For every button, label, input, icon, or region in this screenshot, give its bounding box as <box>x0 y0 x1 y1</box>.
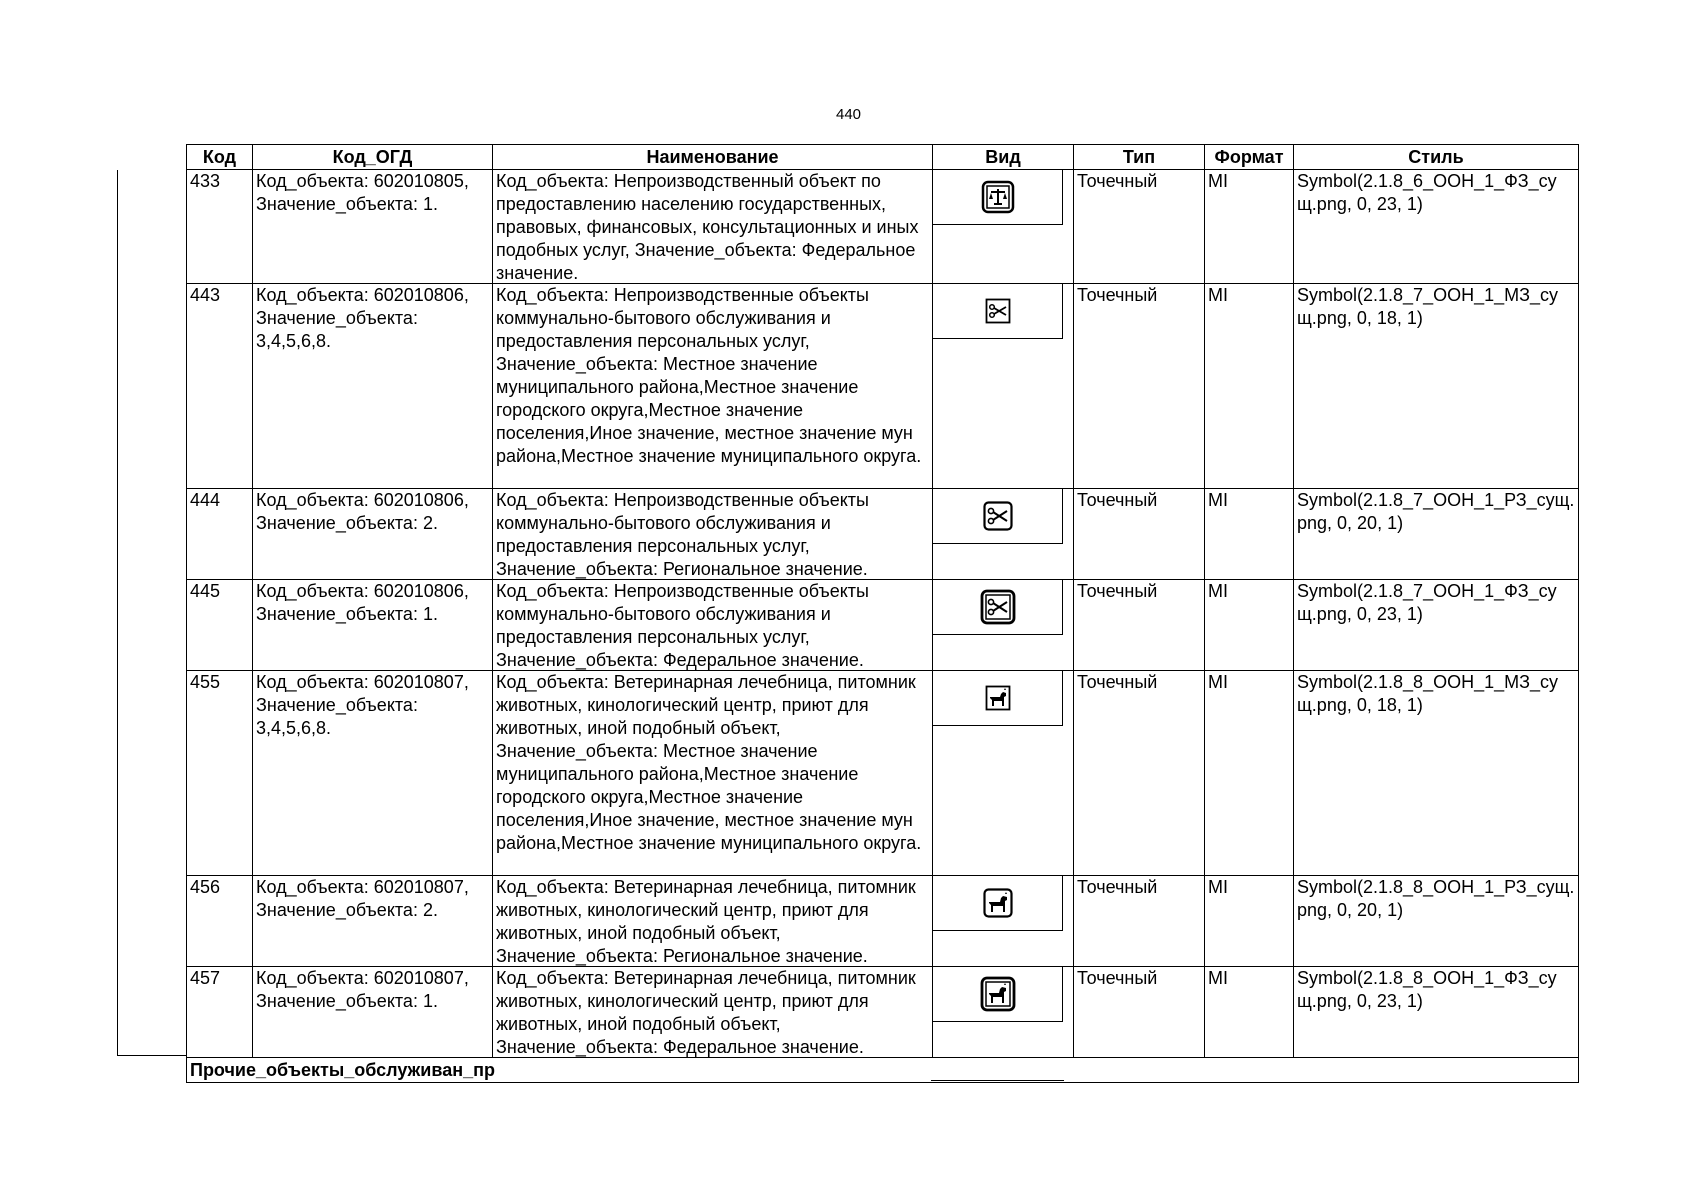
symbol-preview <box>933 170 1063 225</box>
cell-kod-ogd: Код_объекта: 602010807, Значение_объекта: 2. <box>253 876 493 967</box>
cell-style: Symbol(2.1.8_7_ООН_1_РЗ_сущ.png, 0, 20, 1) <box>1294 489 1579 580</box>
table-row <box>187 284 1579 489</box>
table-row <box>187 580 1579 671</box>
cell-vid <box>933 170 1074 284</box>
section-rule <box>931 1080 1064 1081</box>
left-margin-rule-foot <box>117 1055 187 1056</box>
cell-tip: Точечный <box>1074 671 1205 876</box>
cell-kod-ogd: Код_объекта: 602010806, Значение_объекта: 2. <box>253 489 493 580</box>
column-header-kod-ogd: Код_ОГД <box>253 145 493 170</box>
cell-name <box>493 876 933 967</box>
left-margin-rule <box>117 170 118 1056</box>
cell-name-text: Код_объекта: Ветеринарная лечебница, питомник животных, кинологический центр, приют для животных, иной подобный объект, Значение_объекта: Региональное значение. <box>496 877 916 966</box>
table-row <box>187 170 1579 284</box>
cell-vid <box>933 284 1074 489</box>
cell-kod: 457 <box>187 967 253 1058</box>
cell-vid <box>933 671 1074 876</box>
cell-tip: Точечный <box>1074 580 1205 671</box>
cell-name <box>493 580 933 671</box>
cell-format: MI <box>1205 876 1294 967</box>
scales-icon <box>981 180 1015 214</box>
cell-name-text: Код_объекта: Непроизводственный объект по предоставлению населению государственных, правовых, финансовых, консультационных и иных подобных услуг, Значение_объекта: Федеральное значение. <box>496 171 919 283</box>
table-row <box>187 489 1579 580</box>
page-number: 440 <box>835 106 862 123</box>
cell-kod-ogd: Код_объекта: 602010806, Значение_объекта: 3,4,5,6,8. <box>253 284 493 489</box>
cell-format: MI <box>1205 489 1294 580</box>
cell-vid <box>933 967 1074 1058</box>
column-header-kod: Код <box>187 145 253 170</box>
scissors-icon <box>980 589 1016 625</box>
column-header-style: Стиль <box>1294 145 1579 170</box>
cell-style: Symbol(2.1.8_7_ООН_1_МЗ_сущ.png, 0, 18, 1) <box>1294 284 1579 489</box>
cell-kod-ogd: Код_объекта: 602010807, Значение_объекта: 3,4,5,6,8. <box>253 671 493 876</box>
cell-format: MI <box>1205 671 1294 876</box>
dog-icon <box>983 888 1013 918</box>
cell-name <box>493 489 933 580</box>
section-title: Прочие_объекты_обслуживан_пр <box>187 1058 1579 1083</box>
cell-kod: 443 <box>187 284 253 489</box>
cell-name <box>493 967 933 1058</box>
cell-name-text: Код_объекта: Непроизводственные объекты коммунально-бытового обслуживания и предоставления персональных услуг, Значение_объекта: Региональное значение. <box>496 490 869 579</box>
dog-icon <box>985 685 1011 711</box>
dog-icon <box>980 976 1016 1012</box>
cell-kod-ogd: Код_объекта: 602010807, Значение_объекта: 1. <box>253 967 493 1058</box>
cell-format: MI <box>1205 284 1294 489</box>
column-header-format: Формат <box>1205 145 1294 170</box>
column-header-name: Наименование <box>493 145 933 170</box>
symbols-table <box>186 144 1579 1083</box>
cell-style: Symbol(2.1.8_8_ООН_1_РЗ_сущ.png, 0, 20, 1) <box>1294 876 1579 967</box>
cell-tip: Точечный <box>1074 489 1205 580</box>
symbol-preview <box>933 967 1063 1022</box>
table-row <box>187 967 1579 1058</box>
cell-vid <box>933 580 1074 671</box>
cell-kod: 444 <box>187 489 253 580</box>
cell-tip: Точечный <box>1074 967 1205 1058</box>
symbol-preview <box>933 671 1063 726</box>
cell-format: MI <box>1205 967 1294 1058</box>
table-row <box>187 671 1579 876</box>
cell-kod-ogd: Код_объекта: 602010805, Значение_объекта: 1. <box>253 170 493 284</box>
cell-name <box>493 671 933 876</box>
cell-format: MI <box>1205 580 1294 671</box>
scissors-icon <box>985 298 1011 324</box>
table-row <box>187 876 1579 967</box>
column-header-tip: Тип <box>1074 145 1205 170</box>
cell-name <box>493 284 933 489</box>
cell-style: Symbol(2.1.8_6_ООН_1_ФЗ_сущ.png, 0, 23, 1) <box>1294 170 1579 284</box>
header-row <box>187 145 1579 170</box>
cell-name-text: Код_объекта: Ветеринарная лечебница, питомник животных, кинологический центр, приют для животных, иной подобный объект, Значение_объекта: Федеральное значение. <box>496 968 916 1057</box>
cell-vid <box>933 489 1074 580</box>
cell-tip: Точечный <box>1074 170 1205 284</box>
cell-format: MI <box>1205 170 1294 284</box>
symbol-preview <box>933 284 1063 339</box>
cell-kod: 456 <box>187 876 253 967</box>
section-row <box>187 1058 1579 1083</box>
column-header-vid: Вид <box>933 145 1074 170</box>
cell-tip: Точечный <box>1074 284 1205 489</box>
symbol-preview <box>933 876 1063 931</box>
cell-name-text: Код_объекта: Непроизводственные объекты коммунально-бытового обслуживания и предоставления персональных услуг, Значение_объекта: Федеральное значение. <box>496 581 869 670</box>
cell-style: Symbol(2.1.8_8_ООН_1_ФЗ_сущ.png, 0, 23, 1) <box>1294 967 1579 1058</box>
cell-kod: 445 <box>187 580 253 671</box>
symbol-preview <box>933 580 1063 635</box>
cell-name-text: Код_объекта: Ветеринарная лечебница, питомник животных, кинологический центр, приют для животных, иной подобный объект, Значение_объекта: Местное значение муниципального района,Местное значение городского округа,Местное значение поселения,Иное значение, местное значение мун района,Местное значение муниципального округа. <box>496 672 922 853</box>
cell-kod: 455 <box>187 671 253 876</box>
cell-tip: Точечный <box>1074 876 1205 967</box>
cell-kod: 433 <box>187 170 253 284</box>
cell-name <box>493 170 933 284</box>
cell-style: Symbol(2.1.8_7_ООН_1_ФЗ_сущ.png, 0, 23, 1) <box>1294 580 1579 671</box>
symbol-preview <box>933 489 1063 544</box>
scissors-icon <box>983 501 1013 531</box>
cell-name-text: Код_объекта: Непроизводственные объекты коммунально-бытового обслуживания и предоставления персональных услуг, Значение_объекта: Местное значение муниципального района,Местное значение городского округа,Местное значение поселения,Иное значение, местное значение мун района,Местное значение муниципального округа. <box>496 285 922 466</box>
cell-vid <box>933 876 1074 967</box>
cell-style: Symbol(2.1.8_8_ООН_1_МЗ_сущ.png, 0, 18, 1) <box>1294 671 1579 876</box>
cell-kod-ogd: Код_объекта: 602010806, Значение_объекта: 1. <box>253 580 493 671</box>
